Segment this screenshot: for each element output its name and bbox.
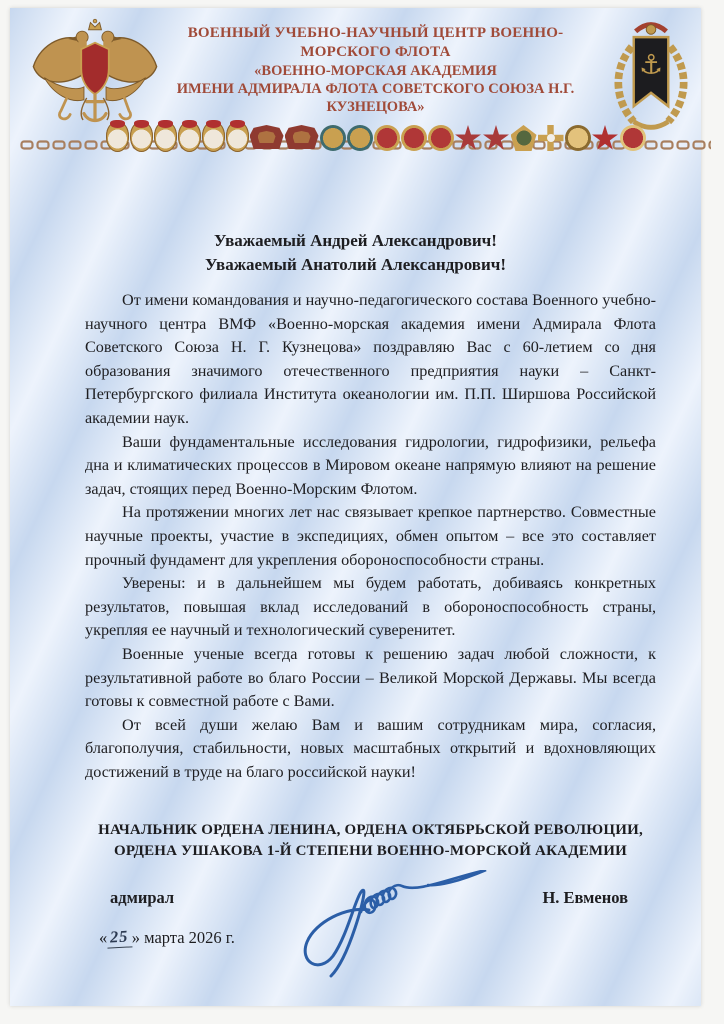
date-close-quote: » — [131, 928, 140, 948]
naval-academy-emblem-icon — [603, 16, 699, 136]
letterhead-line-1: ВОЕННЫЙ УЧЕБНО-НАУЧНЫЙ ЦЕНТР ВОЕННО-МОРСКОГО ФЛОТА — [187, 25, 564, 60]
order-of-lenin-2 — [130, 121, 153, 152]
letterhead-line-2: «ВОЕННО-МОРСКАЯ АКАДЕМИЯ — [254, 63, 497, 79]
order-for-service-to-homeland — [511, 125, 537, 151]
letterhead-line-3: ИМЕНИ АДМИРАЛА ФЛОТА СОВЕТСКОГО СОЮЗА Н.Г. КУЗНЕЦОВА» — [176, 81, 575, 115]
salutation-line-2: Уважаемый Анатолий Александрович! — [204, 255, 507, 274]
letterhead — [10, 8, 701, 136]
date-open-quote: « — [99, 928, 108, 948]
salutation-line-1: Уважаемый Андрей Александрович! — [214, 231, 497, 250]
order-of-red-banner-1 — [250, 125, 284, 149]
order-of-lenin-3 — [154, 121, 177, 152]
order-of-lenin-6 — [226, 121, 249, 152]
signer-rank: адмирал — [110, 888, 175, 908]
signer-name: Н. Евменов — [542, 888, 628, 908]
gold-wreath-order — [565, 125, 591, 151]
letter-body — [85, 289, 656, 784]
order-of-red-banner-of-labour-3 — [428, 125, 454, 151]
svg-text:⚓: ⚓ — [638, 49, 664, 81]
order-of-red-banner-of-labour-1 — [374, 125, 400, 151]
date-rest: марта 2026 г. — [140, 928, 235, 948]
closing-block — [85, 820, 656, 949]
letter-paragraph: На протяжении многих лет нас связывает крепкое партнерство. Совместные научные проекты, участие в экспедициях, обмен опытом – все это составляет прочный фундамент для укрепления обороноспособности страны. — [85, 503, 656, 569]
order-of-ushakov-2 — [347, 125, 373, 151]
order-of-lenin-5 — [202, 121, 225, 152]
order-of-ushakov-1 — [320, 125, 346, 151]
navy-double-eagle-icon — [26, 18, 164, 130]
white-cross-order — [538, 125, 564, 151]
handwritten-signature-icon — [297, 870, 497, 980]
letter-paragraph: Ваши фундаментальные исследования гидрологии, гидрофизики, рельефа дна и климатических процессов в Мировом океане напрямую влияют на решение задач, стоящих перед Военно-Морским Флотом. — [85, 432, 656, 498]
order-of-red-star-2 — [483, 125, 510, 152]
letter-paragraph: Уверены: и в дальнейшем мы будем работать, добиваясь конкретных результатов, повышая вклад исследований в обороноспособность страны, укрепляя ее научный и технологический суверенитет. — [85, 574, 656, 640]
order-of-lenin-4 — [178, 121, 201, 152]
order-of-lenin-1 — [106, 121, 129, 152]
order-of-red-banner-2 — [285, 125, 319, 149]
order-of-red-banner-of-labour-2 — [401, 125, 427, 151]
closing-title-line-1: НАЧАЛЬНИК ОРДЕНА ЛЕНИНА, ОРДЕНА ОКТЯБРЬСКОЙ РЕВОЛЮЦИИ, — [98, 822, 643, 839]
letter-paragraph: От всей души желаю Вам и вашим сотрудникам мира, согласия, благополучия, стабильности, новых масштабных открытий и вдохновляющих достижений в труде на благо российской науки! — [85, 715, 656, 781]
letter-page — [10, 8, 701, 1006]
closing-title — [85, 820, 656, 862]
signature-row — [85, 888, 656, 908]
round-red-order — [620, 125, 646, 151]
closing-title-line-2: ОРДЕНА УШАКОВА 1-Й СТЕПЕНИ ВОЕННО-МОРСКОЙ АКАДЕМИИ — [113, 843, 628, 860]
order-of-red-star-1 — [455, 125, 482, 152]
letter-paragraph: От имени командования и научно-педагогического состава Военного учебно-научного центра ВМФ «Военно-морская академия имени Адмирала Флота Советского Союза Н. Г. Кузнецова» поздравляю Вас с 60-летием со дня образования значимого отечественного предприятия науки – Санкт-Петербургского филиала Института океанологии им. П.П. Ширшова Российской академии наук. — [85, 291, 656, 427]
salutation — [10, 229, 701, 277]
letter-paragraph: Военные ученые всегда готовы к решению задач любой сложности, к результативной работе во благо России – Великой Морской Державы. Мы всегда готовы к совместной работе с Вами. — [85, 644, 656, 711]
medals-row — [145, 121, 606, 159]
date-line — [99, 928, 656, 949]
handwritten-day: 25 — [107, 927, 133, 949]
